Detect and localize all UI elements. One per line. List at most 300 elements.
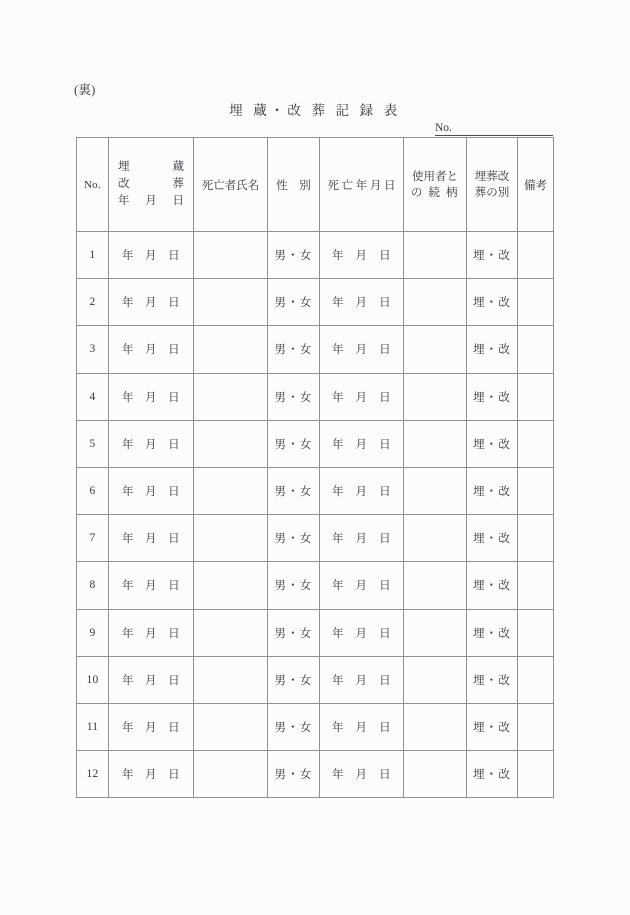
table-row: [77, 420, 554, 467]
death-year-kanji: 年: [332, 533, 344, 546]
sex-options: 男・女: [274, 533, 313, 546]
death-day-kanji: 日: [379, 391, 391, 404]
burial-year-kanji: 年: [122, 297, 134, 310]
relation-value: [404, 562, 466, 608]
sex-cell[interactable]: [268, 326, 320, 373]
death-date-cell[interactable]: [320, 609, 404, 656]
row-number: 12: [86, 768, 99, 781]
sex-cell[interactable]: [268, 751, 320, 798]
burial-date-cell[interactable]: [109, 232, 194, 279]
sex-options: 男・女: [274, 580, 313, 593]
deceased-name-value: [194, 279, 267, 325]
note-value: [518, 374, 553, 420]
death-day-kanji: 日: [379, 438, 391, 451]
row-number-cell: [77, 232, 109, 279]
deceased-name-value: [194, 326, 267, 372]
burial-ymd: [109, 577, 193, 593]
relation-value: [404, 657, 466, 703]
relation-value: [404, 421, 466, 467]
relation-line-2: の 続 柄: [410, 186, 460, 199]
row-number: 1: [89, 249, 96, 262]
death-date-cell[interactable]: [320, 656, 404, 703]
death-date-cell[interactable]: [320, 515, 404, 562]
deceased-name-value: [194, 562, 267, 608]
burial-day-kanji: 日: [168, 438, 180, 451]
row-number: 8: [89, 579, 96, 592]
death-month-kanji: 月: [355, 580, 368, 593]
sex-options: 男・女: [274, 344, 313, 357]
death-ymd: [320, 625, 403, 641]
sex-options: 男・女: [274, 297, 313, 310]
sex-cell[interactable]: [268, 232, 320, 279]
sex-options: 男・女: [274, 627, 313, 640]
row-number-cell: [77, 751, 109, 798]
kind-options: 埋・改: [472, 627, 512, 640]
table-header-row: [77, 138, 554, 232]
burial-year-kanji: 年: [122, 391, 134, 404]
row-number: 2: [89, 296, 96, 309]
burial-year-kanji: 年: [122, 344, 134, 357]
relation-cell[interactable]: [404, 562, 467, 609]
note-cell[interactable]: [518, 232, 554, 279]
note-value: [518, 515, 553, 561]
burial-date-cell[interactable]: [109, 467, 194, 514]
row-number: 11: [86, 720, 99, 733]
deceased-name-value: [194, 374, 267, 420]
relation-value: [404, 468, 466, 514]
row-number-cell: [77, 656, 109, 703]
burial-date-cell[interactable]: [109, 609, 194, 656]
death-year-kanji: 年: [332, 391, 344, 404]
table-row: [77, 279, 554, 326]
note-value: [518, 468, 553, 514]
death-month-kanji: 月: [355, 438, 368, 451]
death-year-kanji: 年: [332, 627, 344, 640]
death-date-cell[interactable]: [320, 326, 404, 373]
burial-ymd: [109, 247, 193, 263]
kind-line-2: 葬の別: [474, 186, 510, 199]
death-ymd: [320, 436, 403, 452]
record-number-field[interactable]: [435, 119, 553, 136]
column-header-note-label: 備考: [524, 179, 547, 192]
kind-options: 埋・改: [472, 344, 512, 357]
row-number-cell: [77, 420, 109, 467]
row-number: 7: [89, 532, 96, 545]
death-month-kanji: 月: [355, 250, 368, 263]
relation-cell[interactable]: [404, 279, 467, 326]
death-ymd: [320, 247, 403, 263]
kind-line-1: 埋葬改: [474, 170, 510, 183]
burial-day-kanji: 日: [168, 627, 180, 640]
burial-date-cell[interactable]: [109, 373, 194, 420]
relation-cell[interactable]: [404, 751, 467, 798]
note-cell[interactable]: [518, 656, 554, 703]
funeral-kanji: 葬: [172, 178, 184, 190]
burial-month-kanji: 月: [145, 438, 157, 451]
kind-options: 埋・改: [472, 769, 512, 782]
deceased-name-cell[interactable]: [194, 562, 268, 609]
note-cell[interactable]: [518, 609, 554, 656]
kind-options: 埋・改: [472, 250, 512, 263]
death-day-kanji: 日: [379, 486, 391, 499]
death-month-kanji: 月: [355, 486, 368, 499]
relation-cell[interactable]: [404, 703, 467, 750]
table-row: [77, 562, 554, 609]
note-cell[interactable]: [518, 326, 554, 373]
relation-value: [404, 610, 466, 656]
death-day-kanji: 日: [379, 580, 391, 593]
sex-cell[interactable]: [268, 562, 320, 609]
relation-value: [404, 279, 466, 325]
death-date-cell[interactable]: [320, 562, 404, 609]
death-ymd: [320, 530, 403, 546]
death-ymd: [320, 577, 403, 593]
column-header-relation: [404, 138, 467, 232]
death-year-kanji: 年: [332, 721, 344, 734]
burial-year-kanji: 年: [122, 580, 134, 593]
table-row: [77, 326, 554, 373]
relation-cell[interactable]: [404, 420, 467, 467]
kind-options: 埋・改: [472, 580, 512, 593]
burial-date-cell[interactable]: [109, 420, 194, 467]
kind-cell[interactable]: [467, 515, 518, 562]
death-month-kanji: 月: [355, 627, 368, 640]
deceased-name-cell[interactable]: [194, 279, 268, 326]
burial-day-kanji: 日: [168, 486, 180, 499]
table-row: [77, 609, 554, 656]
note-cell[interactable]: [518, 751, 554, 798]
death-month-kanji: 月: [355, 721, 368, 734]
column-header-death-date: [320, 138, 404, 232]
death-month-kanji: 月: [355, 391, 368, 404]
sex-options: 男・女: [274, 391, 313, 404]
death-ymd: [320, 341, 403, 357]
row-number-cell: [77, 326, 109, 373]
burial-cremation-record-table: [76, 137, 554, 798]
kind-options: 埋・改: [472, 438, 512, 451]
relation-value: [404, 751, 466, 797]
record-table-container: [76, 137, 553, 798]
kind-cell[interactable]: [467, 326, 518, 373]
death-day-kanji: 日: [379, 250, 391, 263]
column-header-death-date-label: 死亡年月日: [327, 179, 399, 192]
deceased-name-cell[interactable]: [194, 609, 268, 656]
relation-cell[interactable]: [404, 373, 467, 420]
death-year-kanji: 年: [332, 344, 344, 357]
deceased-name-cell[interactable]: [194, 373, 268, 420]
burial-month-kanji: 月: [145, 674, 157, 687]
sex-cell[interactable]: [268, 703, 320, 750]
burial-month-kanji: 月: [145, 533, 157, 546]
death-date-cell[interactable]: [320, 751, 404, 798]
deceased-name-value: [194, 421, 267, 467]
death-day-kanji: 日: [379, 344, 391, 357]
burial-year-kanji: 年: [122, 769, 134, 782]
row-number: 5: [89, 437, 96, 450]
kind-options: 埋・改: [472, 297, 512, 310]
death-month-kanji: 月: [355, 674, 368, 687]
death-date-cell[interactable]: [320, 373, 404, 420]
row-number-cell: [77, 609, 109, 656]
death-ymd: [320, 294, 403, 310]
deceased-name-cell[interactable]: [194, 703, 268, 750]
burial-ymd: [109, 530, 193, 546]
sex-cell[interactable]: [268, 373, 320, 420]
column-header-sex: [268, 138, 320, 232]
relation-value: [404, 326, 466, 372]
burial-year-kanji: 年: [122, 721, 134, 734]
row-number: 9: [89, 626, 96, 639]
death-day-kanji: 日: [379, 674, 391, 687]
burial-day-kanji: 日: [168, 533, 180, 546]
burial-day-kanji: 日: [168, 391, 180, 404]
relation-cell[interactable]: [404, 326, 467, 373]
burial-ymd: [109, 672, 193, 688]
deceased-name-value: [194, 468, 267, 514]
deceased-name-value: [194, 515, 267, 561]
row-number: 4: [89, 390, 96, 403]
relation-cell[interactable]: [404, 232, 467, 279]
burial-year-kanji: 年: [122, 438, 134, 451]
row-number-cell: [77, 279, 109, 326]
column-header-burial-date: [109, 138, 194, 232]
record-number-label: No.: [435, 122, 452, 134]
table-row: [77, 232, 554, 279]
death-day-kanji: 日: [379, 533, 391, 546]
death-day-kanji: 日: [379, 769, 391, 782]
relation-value: [404, 704, 466, 750]
death-date-cell[interactable]: [320, 232, 404, 279]
kind-cell[interactable]: [467, 656, 518, 703]
death-date-cell[interactable]: [320, 703, 404, 750]
relation-value: [404, 232, 466, 278]
death-day-kanji: 日: [379, 721, 391, 734]
deceased-name-cell[interactable]: [194, 515, 268, 562]
document-title: 埋 蔵・改 葬 記 録 表: [229, 103, 401, 118]
burial-month-kanji: 月: [145, 250, 157, 263]
note-value: [518, 704, 553, 750]
sex-cell[interactable]: [268, 467, 320, 514]
deceased-name-cell[interactable]: [194, 232, 268, 279]
column-header-note: [518, 138, 554, 232]
burial-date-cell[interactable]: [109, 656, 194, 703]
kind-cell[interactable]: [467, 232, 518, 279]
note-value: [518, 232, 553, 278]
burial-date-cell[interactable]: [109, 326, 194, 373]
burial-year-kanji: 年: [122, 627, 134, 640]
sex-options: 男・女: [274, 250, 313, 263]
kind-options: 埋・改: [472, 721, 512, 734]
note-value: [518, 751, 553, 797]
column-header-sex-label: 性 別: [276, 179, 311, 192]
note-value: [518, 657, 553, 703]
death-year-kanji: 年: [332, 297, 344, 310]
sex-options: 男・女: [274, 769, 313, 782]
burial-date-cell[interactable]: [109, 703, 194, 750]
relation-cell[interactable]: [404, 656, 467, 703]
record-table-body: [77, 232, 554, 798]
reburial-kanji: 改: [118, 178, 130, 190]
deceased-name-value: [194, 657, 267, 703]
row-number: 3: [89, 343, 96, 356]
kind-cell[interactable]: [467, 420, 518, 467]
column-header-deceased-name-label: 死亡者氏名: [201, 179, 260, 192]
burial-day-kanji: 日: [168, 250, 180, 263]
table-row: [77, 703, 554, 750]
death-month-kanji: 月: [355, 297, 368, 310]
column-header-kind: [467, 138, 518, 232]
death-date-cell[interactable]: [320, 467, 404, 514]
row-number-cell: [77, 703, 109, 750]
row-number-cell: [77, 515, 109, 562]
sex-cell[interactable]: [268, 279, 320, 326]
note-value: [518, 421, 553, 467]
kind-cell[interactable]: [467, 562, 518, 609]
kind-cell[interactable]: [467, 467, 518, 514]
year-kanji: 年: [118, 195, 130, 207]
burial-ymd: [109, 625, 193, 641]
burial-month-kanji: 月: [145, 580, 157, 593]
burial-ymd: [109, 766, 193, 782]
row-number-cell: [77, 562, 109, 609]
kind-options: 埋・改: [472, 533, 512, 546]
note-cell[interactable]: [518, 373, 554, 420]
death-day-kanji: 日: [379, 297, 391, 310]
burial-month-kanji: 月: [145, 344, 157, 357]
row-number-cell: [77, 467, 109, 514]
sex-cell[interactable]: [268, 420, 320, 467]
sex-cell[interactable]: [268, 609, 320, 656]
burial-month-kanji: 月: [145, 721, 157, 734]
burial-day-kanji: 日: [168, 769, 180, 782]
death-month-kanji: 月: [355, 533, 368, 546]
sex-cell[interactable]: [268, 656, 320, 703]
relation-line-1: 使用者と: [412, 170, 458, 183]
death-month-kanji: 月: [355, 769, 368, 782]
deceased-name-cell[interactable]: [194, 751, 268, 798]
burial-month-kanji: 月: [145, 297, 157, 310]
burial-date-cell[interactable]: [109, 751, 194, 798]
deceased-name-cell[interactable]: [194, 656, 268, 703]
relation-value: [404, 515, 466, 561]
death-date-cell[interactable]: [320, 279, 404, 326]
burial-day-kanji: 日: [168, 674, 180, 687]
relation-cell[interactable]: [404, 609, 467, 656]
sex-options: 男・女: [274, 721, 313, 734]
table-row: [77, 467, 554, 514]
burial-ymd: [109, 719, 193, 735]
burial-date-cell[interactable]: [109, 515, 194, 562]
sex-options: 男・女: [274, 438, 313, 451]
deceased-name-value: [194, 751, 267, 797]
deceased-name-value: [194, 232, 267, 278]
kind-options: 埋・改: [472, 486, 512, 499]
death-month-kanji: 月: [355, 344, 368, 357]
death-year-kanji: 年: [332, 674, 344, 687]
row-number: 6: [89, 485, 96, 498]
note-cell[interactable]: [518, 420, 554, 467]
burial-month-kanji: 月: [145, 391, 157, 404]
table-row: [77, 656, 554, 703]
burial-ymd: [109, 389, 193, 405]
deceased-name-cell[interactable]: [194, 326, 268, 373]
table-row: [77, 373, 554, 420]
column-header-no-label: No.: [83, 178, 102, 191]
note-value: [518, 610, 553, 656]
deceased-name-cell[interactable]: [194, 467, 268, 514]
row-number-cell: [77, 373, 109, 420]
note-value: [518, 279, 553, 325]
kind-options: 埋・改: [472, 674, 512, 687]
sex-options: 男・女: [274, 486, 313, 499]
note-value: [518, 562, 553, 608]
death-date-cell[interactable]: [320, 420, 404, 467]
burial-ymd: [109, 294, 193, 310]
column-header-no: [77, 138, 109, 232]
death-year-kanji: 年: [332, 580, 344, 593]
note-cell[interactable]: [518, 562, 554, 609]
death-year-kanji: 年: [332, 769, 344, 782]
death-year-kanji: 年: [332, 438, 344, 451]
relation-cell[interactable]: [404, 467, 467, 514]
burial-year-kanji: 年: [122, 486, 134, 499]
column-header-deceased-name: [194, 138, 268, 232]
month-kanji: 月: [145, 195, 157, 207]
deceased-name-value: [194, 610, 267, 656]
death-year-kanji: 年: [332, 250, 344, 263]
note-cell[interactable]: [518, 703, 554, 750]
burial-ymd: [109, 436, 193, 452]
burial-month-kanji: 月: [145, 769, 157, 782]
burial-kanji: 埋: [118, 161, 130, 173]
burial-year-kanji: 年: [122, 533, 134, 546]
death-ymd: [320, 672, 403, 688]
burial-date-cell[interactable]: [109, 562, 194, 609]
burial-year-kanji: 年: [122, 250, 134, 263]
death-ymd: [320, 389, 403, 405]
burial-day-kanji: 日: [168, 297, 180, 310]
relation-cell[interactable]: [404, 515, 467, 562]
burial-day-kanji: 日: [168, 580, 180, 593]
kind-cell[interactable]: [467, 373, 518, 420]
death-ymd: [320, 766, 403, 782]
kind-cell[interactable]: [467, 279, 518, 326]
sex-cell[interactable]: [268, 515, 320, 562]
deceased-name-value: [194, 704, 267, 750]
note-cell[interactable]: [518, 467, 554, 514]
burial-year-kanji: 年: [122, 674, 134, 687]
burial-day-kanji: 日: [168, 721, 180, 734]
sex-options: 男・女: [274, 674, 313, 687]
burial-ymd: [109, 341, 193, 357]
kind-cell[interactable]: [467, 703, 518, 750]
note-cell[interactable]: [518, 515, 554, 562]
note-value: [518, 326, 553, 372]
burial-date-cell[interactable]: [109, 279, 194, 326]
note-cell[interactable]: [518, 279, 554, 326]
death-day-kanji: 日: [379, 627, 391, 640]
kind-cell[interactable]: [467, 751, 518, 798]
kind-cell[interactable]: [467, 609, 518, 656]
interment-kanji: 蔵: [172, 161, 184, 173]
day-kanji: 日: [172, 195, 184, 207]
death-ymd: [320, 719, 403, 735]
deceased-name-cell[interactable]: [194, 420, 268, 467]
death-year-kanji: 年: [332, 486, 344, 499]
burial-day-kanji: 日: [168, 344, 180, 357]
relation-value: [404, 374, 466, 420]
table-row: [77, 515, 554, 562]
